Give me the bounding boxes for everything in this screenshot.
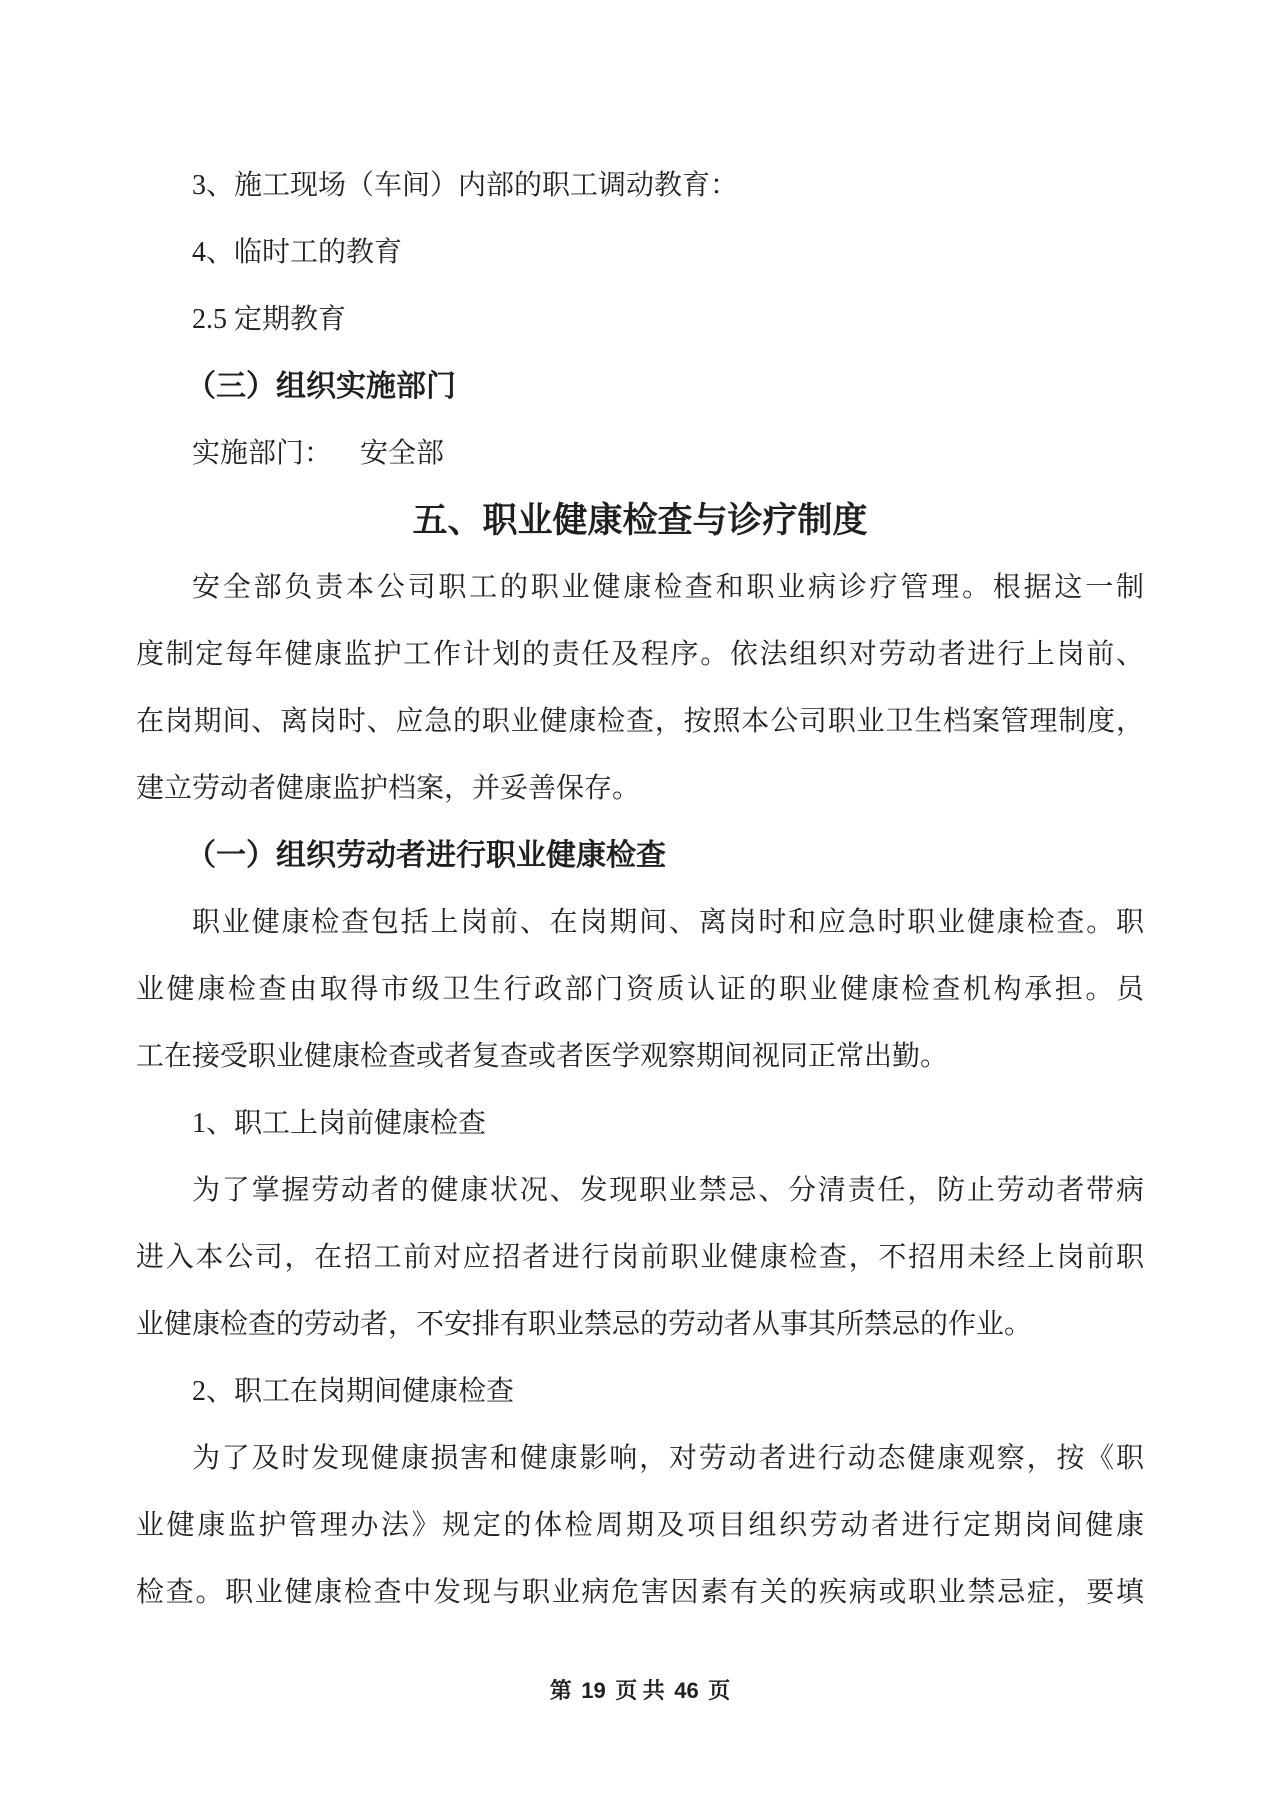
list-item-3: 3、施工现场（车间）内部的职工调动教育：	[192, 170, 739, 201]
section-heading-1: （一）组织劳动者进行职业健康检查	[186, 839, 666, 872]
intro-paragraph-line: 度制定每年健康监护工作计划的责任及程序。依法组织对劳动者进行上岗前、	[136, 639, 1144, 670]
overview-paragraph-line: 职业健康检查包括上岗前、在岗期间、离岗时和应急时职业健康检查。职	[192, 907, 1144, 938]
item1-paragraph-line: 进入本公司，在招工前对应招者进行岗前职业健康检查，不招用未经上岗前职	[136, 1242, 1144, 1273]
item1-paragraph-line: 为了掌握劳动者的健康状况、发现职业禁忌、分清责任，防止劳动者带病	[192, 1175, 1144, 1206]
item2-paragraph-line: 业健康监护管理办法》规定的体检周期及项目组织劳动者进行定期岗间健康	[136, 1510, 1144, 1541]
item2-paragraph-line: 检查。职业健康检查中发现与职业病危害因素有关的疾病或职业禁忌症，要填	[136, 1577, 1144, 1608]
page-content	[136, 152, 1144, 1626]
overview-paragraph-line: 工在接受职业健康检查或者复查或者医学观察期间视同正常出勤。	[136, 1041, 949, 1072]
item1-paragraph-line: 业健康检查的劳动者，不安排有职业禁忌的劳动者从事其所禁忌的作业。	[136, 1309, 1033, 1340]
department-label: 实施部门：	[192, 438, 333, 469]
department-value: 安全部	[360, 438, 445, 469]
overview-paragraph-line: 业健康检查由取得市级卫生行政部门资质认证的职业健康检查机构承担。员	[136, 974, 1144, 1005]
list-item-4: 4、临时工的教育	[192, 237, 403, 268]
intro-paragraph-line: 安全部负责本公司职工的职业健康检查和职业病诊疗管理。根据这一制	[192, 572, 1144, 603]
footer-prefix: 第	[549, 1678, 572, 1703]
item2-paragraph-line: 为了及时发现健康损害和健康影响，对劳动者进行动态健康观察，按《职	[192, 1443, 1144, 1474]
list-item-2-5: 2.5 定期教育	[192, 304, 347, 335]
intro-paragraph-line: 在岗期间、离岗时、应急的职业健康检查，按照本公司职业卫生档案管理制度，	[136, 706, 1144, 737]
numbered-item-1-heading: 1、职工上岗前健康检查	[192, 1108, 487, 1139]
numbered-item-2-heading: 2、职工在岗期间健康检查	[192, 1376, 515, 1407]
chapter-heading: 五、职业健康检查与诊疗制度	[412, 501, 868, 540]
footer-suffix: 页	[708, 1678, 731, 1703]
footer-page-number: 19	[581, 1678, 606, 1703]
footer-total-pages: 46	[674, 1678, 699, 1703]
page-footer	[0, 1676, 1280, 1706]
section-heading-3: （三）组织实施部门	[186, 370, 456, 403]
department-line	[136, 420, 1144, 487]
footer-middle: 页 共	[615, 1678, 665, 1703]
intro-paragraph-line: 建立劳动者健康监护档案，并妥善保存。	[136, 773, 641, 804]
